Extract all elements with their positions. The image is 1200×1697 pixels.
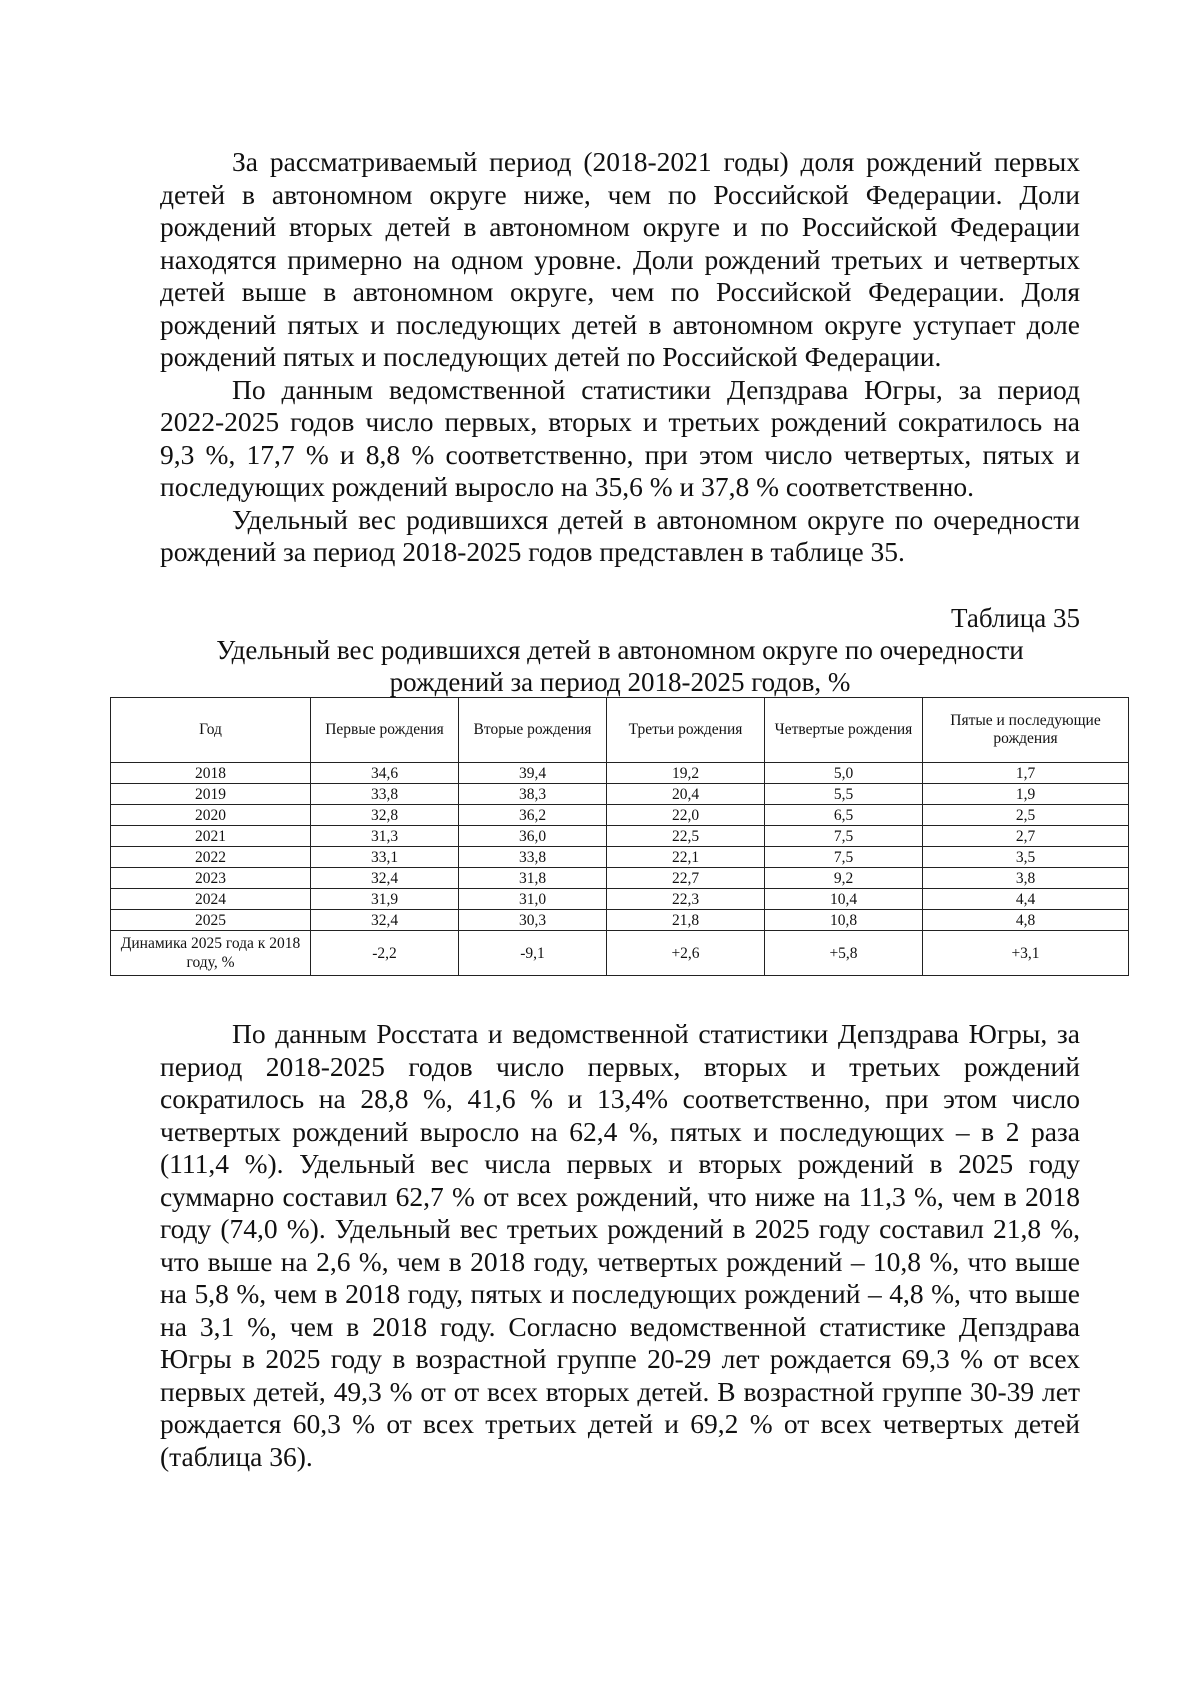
value-cell: 22,3 — [607, 889, 765, 910]
value-cell: 31,9 — [311, 889, 459, 910]
value-cell: 5,0 — [765, 763, 923, 784]
value-cell: 33,8 — [311, 784, 459, 805]
value-cell: 21,8 — [607, 910, 765, 931]
table-row — [111, 889, 1129, 910]
value-cell: 2,5 — [923, 805, 1129, 826]
value-cell: +3,1 — [923, 931, 1129, 976]
header-cell: Третьи рождения — [607, 698, 765, 763]
value-cell: 1,9 — [923, 784, 1129, 805]
value-cell: 36,0 — [459, 826, 607, 847]
value-cell: 39,4 — [459, 763, 607, 784]
paragraph: По данным ведомственной статистики Депздрава Югры, за период 2022-2025 годов число первых, вторых и третьих рождений сократилось на 9,3 %, 17,7 % и 8,8 % соответственно, при этом число четвертых, пятых и последующих рождений выросло на 35,6 % и 37,8 % соответственно. — [160, 373, 1080, 502]
paragraph: Удельный вес родившихся детей в автономном округе по очередности рождений за период 2018-2025 годов представлен в таблице 35. — [160, 503, 1080, 567]
table-row — [111, 910, 1129, 931]
row-label-cell: 2024 — [111, 889, 311, 910]
after-text — [160, 1018, 1080, 1473]
row-label-cell: 2019 — [111, 784, 311, 805]
header-cell: Первые рождения — [311, 698, 459, 763]
paragraph: По данным Росстата и ведомственной статистики Депздрава Югры, за период 2018-2025 годов число первых, вторых и третьих рождений сократилось на 28,8 %, 41,6 % и 13,4% соответственно, при этом число четвертых рождений выросло на 62,4 %, пятых и последующих – в 2 раза (111,4 %). Удельный вес числа первых и вторых рождений в 2025 году суммарно составил 62,7 % от всех рождений, что ниже на 11,3 %, чем в 2018 году (74,0 %). Удельный вес третьих рождений в 2025 году составил 21,8 %, что выше на 2,6 %, чем в 2018 году, четвертых рождений – 10,8 %, что выше на 5,8 %, чем в 2018 году, пятых и последующих рождений – 4,8 %, что выше на 3,1 %, чем в 2018 году. Согласно ведомственной статистике Депздрава Югры в 2025 году в возрастной группе 20-29 лет рождается 69,3 % от всех первых детей, 49,3 % от от всех вторых детей. В возрастной группе 30-39 лет рождается 60,3 % от всех третьих детей и 69,2 % от всех четвертых детей (таблица 36). — [160, 1018, 1080, 1472]
value-cell: 22,7 — [607, 868, 765, 889]
row-label-cell: Динамика 2025 года к 2018 году, % — [111, 931, 311, 976]
value-cell: 10,4 — [765, 889, 923, 910]
value-cell: 1,7 — [923, 763, 1129, 784]
value-cell: 7,5 — [765, 847, 923, 868]
intro-text — [160, 146, 1080, 569]
value-cell: 22,0 — [607, 805, 765, 826]
value-cell: -9,1 — [459, 931, 607, 976]
value-cell: 33,1 — [311, 847, 459, 868]
paragraph: За рассматриваемый период (2018-2021 годы) доля рождений первых детей в автономном округе ниже, чем по Российской Федерации. Доли рождений вторых детей в автономном округе и по Российской Федерации находятся примерно на одном уровне. Доли рождений третьих и четвертых детей выше в автономном округе, чем по Российской Федерации. Доля рождений пятых и последующих детей в автономном округе уступает доле рождений пятых и последующих детей по Российской Федерации. — [160, 146, 1080, 372]
table-row — [111, 847, 1129, 868]
value-cell: 34,6 — [311, 763, 459, 784]
value-cell: 22,1 — [607, 847, 765, 868]
table-title: Удельный вес родившихся детей в автономном округе по очередности рождений за период 2018-2025 годов, % — [216, 635, 1024, 697]
value-cell: 20,4 — [607, 784, 765, 805]
table-number: Таблица 35 — [951, 603, 1080, 633]
table-row — [111, 784, 1129, 805]
value-cell: 30,3 — [459, 910, 607, 931]
header-cell: Пятые и последующие рождения — [923, 698, 1129, 763]
value-cell: 7,5 — [765, 826, 923, 847]
row-label-cell: 2023 — [111, 868, 311, 889]
table-row — [111, 931, 1129, 976]
table-row — [111, 763, 1129, 784]
value-cell: 4,8 — [923, 910, 1129, 931]
row-label-cell: 2025 — [111, 910, 311, 931]
value-cell: 3,8 — [923, 868, 1129, 889]
table-row — [111, 826, 1129, 847]
value-cell: 38,3 — [459, 784, 607, 805]
table-body — [111, 763, 1129, 976]
value-cell: 22,5 — [607, 826, 765, 847]
value-cell: 36,2 — [459, 805, 607, 826]
value-cell: +5,8 — [765, 931, 923, 976]
value-cell: 31,8 — [459, 868, 607, 889]
value-cell: 32,4 — [311, 868, 459, 889]
value-cell: 32,4 — [311, 910, 459, 931]
value-cell: 31,0 — [459, 889, 607, 910]
value-cell: 9,2 — [765, 868, 923, 889]
value-cell: 4,4 — [923, 889, 1129, 910]
value-cell: 33,8 — [459, 847, 607, 868]
value-cell: 2,7 — [923, 826, 1129, 847]
row-label-cell: 2022 — [111, 847, 311, 868]
value-cell: 10,8 — [765, 910, 923, 931]
value-cell: +2,6 — [607, 931, 765, 976]
value-cell: 6,5 — [765, 805, 923, 826]
header-cell: Год — [111, 698, 311, 763]
table-row — [111, 805, 1129, 826]
row-label-cell: 2020 — [111, 805, 311, 826]
value-cell: 19,2 — [607, 763, 765, 784]
table-header-row — [111, 698, 1129, 763]
value-cell: 32,8 — [311, 805, 459, 826]
row-label-cell: 2018 — [111, 763, 311, 784]
value-cell: 31,3 — [311, 826, 459, 847]
value-cell: -2,2 — [311, 931, 459, 976]
header-cell: Четвертые рождения — [765, 698, 923, 763]
value-cell: 3,5 — [923, 847, 1129, 868]
value-cell: 5,5 — [765, 784, 923, 805]
birth-order-table — [110, 697, 1129, 976]
table-row — [111, 868, 1129, 889]
row-label-cell: 2021 — [111, 826, 311, 847]
header-cell: Вторые рождения — [459, 698, 607, 763]
